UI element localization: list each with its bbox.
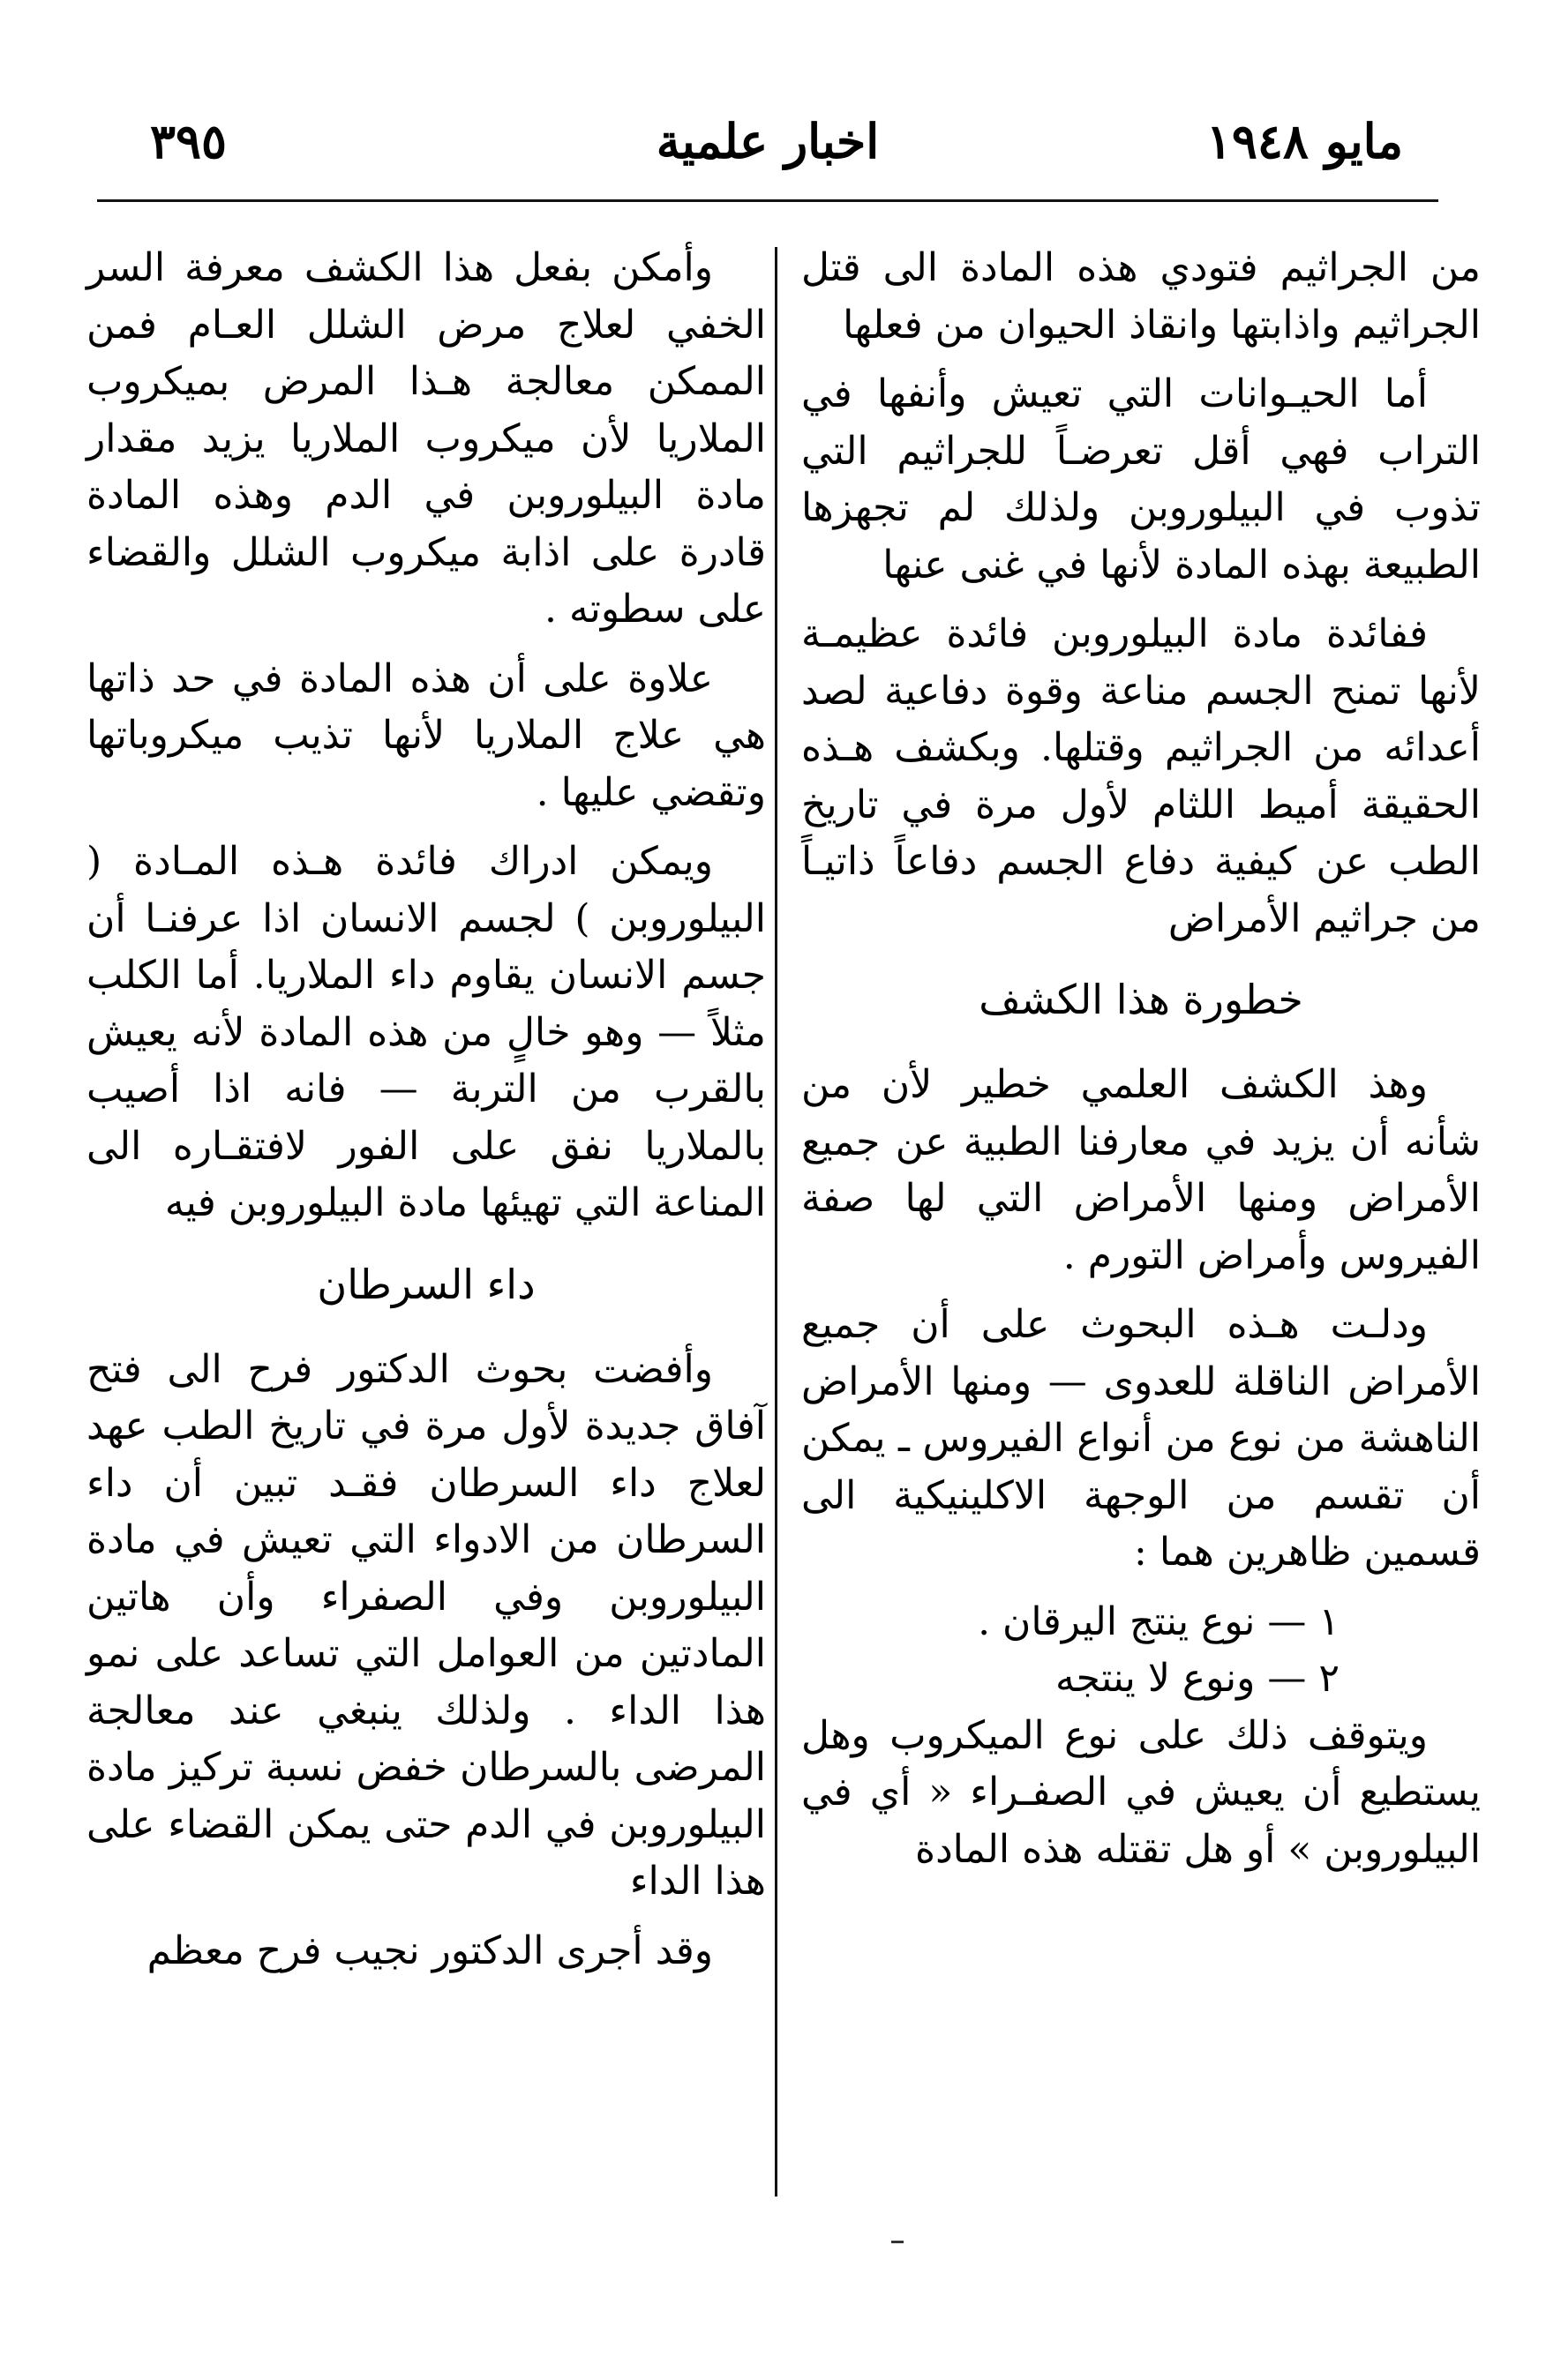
right-column (801, 240, 1481, 1890)
right-paragraph-4: وهذ الكشف العلمي خطير لأن من شأنه أن يزيد في معارفنا الطبية عن جميع الأمراض ومنها الأمراض التي لها صفة الفيروس وأمراض التورم . (801, 1062, 1481, 1278)
left-paragraph-2: علاوة على أن هذه المادة في حد ذاتها هي علاج الملاريا لأنها تذيب ميكروباتها وتقضي عليها . (86, 655, 766, 815)
left-column (86, 240, 766, 1992)
right-paragraph-5: ودلـت هـذه البحوث على أن جميع الأمراض الناقلة للعدوى — ومنها الأمراض الناهشة من نوع من أنواع الفيروس ـ يمكن أن تقسم من الوجهة الاكلينيكية الى قسمين ظاهرين هما : (801, 1302, 1481, 1575)
right-paragraph-2: أما الحيـوانات التي تعيش وأنفها في التراب فهي أقل تعرضـاً للجراثيم التي تذوب في البيلوروبن ولذلك لم تجهزها الطبيعة بهذه المادة لأنها في غنى عنها (801, 371, 1481, 588)
header-rule (97, 199, 1438, 202)
header-page-number: ٣٩٥ (150, 113, 228, 169)
left-paragraph-4: وأفضت بحوث الدكتور فرح الى فتح آفاق جديدة لأول مرة في تاريخ الطب عهد لعلاج داء السرطان فقـد تبين أن داء السرطان من الادواء التي تعيش في مادة البيلوروبن وفي الصفراء وأن هاتين المادتين من العوامل التي تساعد على نمو هذا الداء . ولذلك ينبغي عند معالجة المرضى بالسرطان خفض نسبة تركيز مادة البيلوروبن في الدم حتى يمكن القضاء على هذا الداء (86, 1346, 766, 1904)
left-section-heading: داء السرطان (317, 1260, 536, 1308)
right-paragraph-1: من الجراثيم فتودي هذه المادة الى قتل الجراثيم واذابتها وانقاذ الحيوان من فعلها (801, 245, 1481, 348)
right-paragraph-3: ففائدة مادة البيلوروبن فائدة عظيمـة لأنها تمنح الجسم مناعة وقوة دفاعية لصد أعدائه من الجراثيم وقتلها. وبكشف هـذه الحقيقة أميط اللثام لأول مرة في تاريخ الطب عن كيفية دفاع الجسم دفاعاً ذاتيـاً من جراثيم الأمراض (801, 611, 1481, 941)
left-paragraph-5: وقد أجرى الدكتور نجيب فرح معظم (146, 1927, 713, 1973)
footer-mark (891, 2241, 904, 2243)
running-header (97, 106, 1438, 176)
right-paragraph-6: ويتوقف ذلك على نوع الميكروب وهل يستطيع أن يعيش في الصفـراء « أي في البيلوروبن » أو هل تقتله هذه المادة (801, 1712, 1481, 1872)
header-date: مايو ١٩٤٨ (1205, 113, 1403, 169)
left-paragraph-3: ويمكن ادراك فائدة هـذه المـادة ( البيلوروبن ) لجسم الانسان اذا عرفنـا أن جسم الانسان يقاوم داء الملاريا. أما الكلب مثلاً — وهو خالٍ من هذه المادة لأنه يعيش بالقرب من التربة — فانه اذا أصيب بالملاريا نفق على الفور لافتقـاره الى المناعة التي تهيئها مادة البيلوروبن فيه (86, 839, 766, 1225)
list-item-1: ١ — نوع ينتج اليرقان . (978, 1598, 1340, 1644)
right-section-heading: خطورة هذا الكشف (979, 976, 1303, 1023)
header-section-title: اخبار علمية (656, 113, 880, 169)
column-divider (775, 247, 777, 2197)
left-paragraph-1: وأمكن بفعل هذا الكشف معرفة السر الخفي لعلاج مرض الشلل العـام فمن الممكن معالجة هـذا المرض بميكروب الملاريا لأن ميكروب الملاريا يزيد مقدار مادة البيلوروبن في الدم وهذه المادة قادرة على اذابة ميكروب الشلل والقضاء على سطوته . (86, 245, 766, 632)
list-item-2: ٢ — ونوع لا ينتجه (1055, 1656, 1340, 1701)
